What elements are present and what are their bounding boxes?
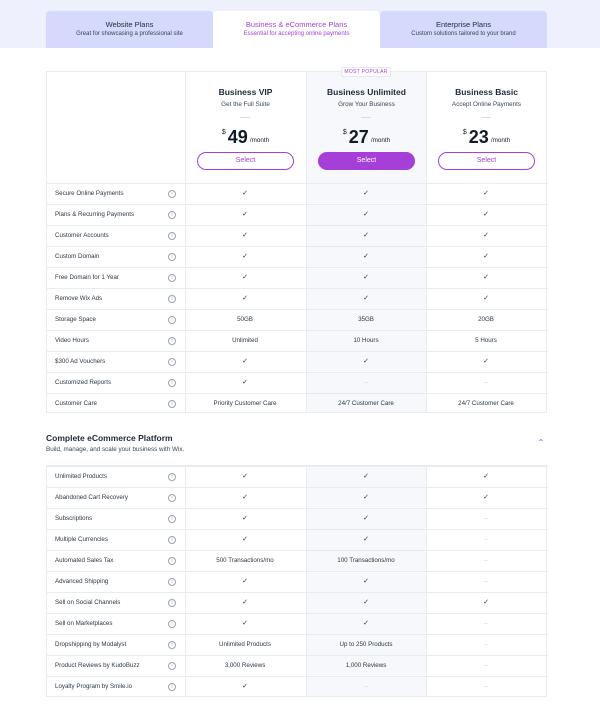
plan-card-business-unlimited [306, 69, 427, 183]
info-icon[interactable]: i [168, 295, 176, 303]
dash-icon: – [484, 536, 488, 543]
dash-icon: – [484, 379, 488, 386]
price-amount: 23 [468, 127, 489, 147]
check-icon: ✓ [363, 274, 369, 281]
select-business-basic-button[interactable]: Select [438, 152, 535, 170]
select-business-vip-button[interactable]: Select [197, 152, 294, 170]
feature-row [47, 372, 548, 393]
feature-row [47, 676, 548, 697]
dash-icon: – [364, 379, 368, 386]
feature-label: Automated Sales Tax [55, 557, 114, 564]
plans-comparison-table [46, 71, 547, 413]
check-icon: ✓ [242, 274, 248, 281]
plan-card-business-basic [426, 72, 547, 183]
check-icon: ✓ [242, 599, 248, 606]
plan-name: Business Basic [455, 87, 518, 97]
check-icon: ✓ [363, 578, 369, 585]
feature-row [47, 550, 548, 571]
dash-icon: – [484, 578, 488, 585]
feature-value: Up to 250 Products [339, 641, 393, 648]
check-icon: ✓ [242, 232, 248, 239]
info-icon[interactable]: i [168, 358, 176, 366]
info-icon[interactable]: i [168, 536, 176, 544]
feature-label: Custom Domain [55, 253, 100, 260]
tab-business-ecommerce-plans[interactable] [213, 11, 380, 48]
check-icon: ✓ [483, 358, 489, 365]
check-icon: ✓ [363, 211, 369, 218]
feature-row [47, 508, 548, 529]
most-popular-badge: MOST POPULAR [341, 67, 391, 77]
dash-icon: – [484, 515, 488, 522]
tab-enterprise-plans[interactable] [380, 11, 547, 48]
plan-divider [481, 117, 491, 118]
feature-value: Priority Customer Care [213, 400, 277, 407]
feature-value: 5 Hours [475, 337, 497, 344]
check-icon: ✓ [363, 253, 369, 260]
info-icon[interactable]: i [168, 232, 176, 240]
plan-card-business-vip [185, 72, 306, 183]
check-icon: ✓ [242, 295, 248, 302]
feature-row [47, 571, 548, 592]
info-icon[interactable]: i [168, 473, 176, 481]
feature-label: Video Hours [55, 337, 89, 344]
dash-icon: – [484, 683, 488, 690]
feature-label: Secure Online Payments [55, 190, 124, 197]
tab-title: Website Plans [105, 20, 154, 29]
feature-row [47, 655, 548, 676]
plan-name: Business Unlimited [327, 87, 406, 97]
feature-label: Free Domain for 1 Year [55, 274, 119, 281]
feature-value: 10 Hours [353, 337, 379, 344]
dash-icon: – [484, 557, 488, 564]
price-amount: 27 [348, 127, 369, 147]
check-icon: ✓ [363, 358, 369, 365]
feature-label: Subscriptions [55, 515, 93, 522]
check-icon: ✓ [483, 190, 489, 197]
info-icon[interactable]: i [168, 494, 176, 502]
check-icon: ✓ [242, 358, 248, 365]
feature-value: Unlimited [232, 337, 258, 344]
feature-row [47, 351, 548, 372]
feature-value: 35GB [358, 316, 374, 323]
plan-price [306, 127, 427, 147]
select-business-unlimited-button[interactable]: Select [318, 152, 415, 170]
feature-value: 1,000 Reviews [345, 662, 387, 669]
info-icon[interactable]: i [168, 515, 176, 523]
check-icon: ✓ [483, 232, 489, 239]
price-period: /month [490, 137, 511, 144]
feature-row [47, 330, 548, 351]
plan-tagline: Accept Online Payments [452, 101, 521, 108]
tab-website-plans[interactable] [46, 11, 213, 48]
info-icon[interactable]: i [168, 641, 176, 649]
feature-row [47, 309, 548, 330]
check-icon: ✓ [363, 599, 369, 606]
feature-value: 24/7 Customer Care [338, 400, 394, 407]
feature-value: 100 Transactions/mo [337, 557, 395, 564]
check-icon: ✓ [242, 683, 248, 690]
feature-label: Abandoned Cart Recovery [55, 494, 128, 501]
feature-label: Multiple Currencies [55, 536, 108, 543]
feature-row [47, 183, 548, 204]
feature-label: Customized Reports [55, 379, 112, 386]
dash-icon: – [484, 620, 488, 627]
info-icon[interactable]: i [168, 683, 176, 691]
tab-subtitle: Essential for accepting online payments [243, 31, 350, 37]
feature-label: Unlimited Products [55, 473, 107, 480]
check-icon: ✓ [242, 211, 248, 218]
check-icon: ✓ [242, 536, 248, 543]
feature-label: Plans & Recurring Payments [55, 211, 135, 218]
tab-subtitle: Great for showcasing a professional site [76, 31, 183, 37]
check-icon: ✓ [363, 473, 369, 480]
info-icon[interactable]: i [168, 211, 176, 219]
feature-row [47, 466, 548, 487]
price-period: /month [370, 137, 391, 144]
check-icon: ✓ [363, 494, 369, 501]
feature-label: Loyalty Program by Smile.io [55, 683, 133, 690]
price-currency: $ [462, 129, 467, 136]
check-icon: ✓ [242, 515, 248, 522]
feature-value: 3,000 Reviews [224, 662, 266, 669]
check-icon: ✓ [242, 620, 248, 627]
feature-label: Sell on Marketplaces [55, 620, 113, 627]
check-icon: ✓ [483, 473, 489, 480]
price-amount: 49 [227, 127, 248, 147]
feature-label: Customer Accounts [55, 232, 109, 239]
plan-divider [361, 117, 371, 118]
check-icon: ✓ [483, 211, 489, 218]
feature-label: Remove Wix Ads [55, 295, 103, 302]
feature-row [47, 529, 548, 550]
feature-value: 24/7 Customer Care [458, 400, 514, 407]
section-subtitle: Build, manage, and scale your business with Wix. [46, 446, 185, 453]
info-icon[interactable]: i [168, 253, 176, 261]
feature-label: Advanced Shipping [55, 578, 109, 585]
check-icon: ✓ [363, 295, 369, 302]
check-icon: ✓ [242, 578, 248, 585]
dash-icon: – [484, 641, 488, 648]
feature-value: 20GB [478, 316, 494, 323]
feature-value: 500 Transactions/mo [216, 557, 274, 564]
check-icon: ✓ [242, 379, 248, 386]
check-icon: ✓ [363, 620, 369, 627]
dash-icon: – [364, 683, 368, 690]
plan-price [426, 127, 547, 147]
feature-label: Storage Space [55, 316, 96, 323]
feature-row [47, 592, 548, 613]
price-period: /month [249, 137, 270, 144]
feature-label: Product Reviews by KudoBuzz [55, 662, 140, 669]
tab-title: Enterprise Plans [435, 20, 492, 29]
plan-divider [240, 117, 250, 118]
info-icon[interactable]: i [168, 557, 176, 565]
info-icon[interactable]: i [168, 274, 176, 282]
feature-row [47, 634, 548, 655]
plan-tagline: Get the Full Suite [221, 101, 270, 108]
check-icon: ✓ [242, 253, 248, 260]
feature-label: $300 Ad Vouchers [55, 358, 106, 365]
info-icon[interactable]: i [168, 316, 176, 324]
check-icon: ✓ [483, 253, 489, 260]
plan-tabs [46, 11, 547, 48]
info-icon[interactable]: i [168, 662, 176, 670]
tab-title: Business & eCommerce Plans [245, 20, 348, 29]
feature-row [47, 393, 548, 414]
feature-row [47, 487, 548, 508]
check-icon: ✓ [483, 494, 489, 501]
info-icon[interactable]: i [168, 400, 176, 408]
check-icon: ✓ [242, 494, 248, 501]
check-icon: ✓ [363, 536, 369, 543]
info-icon[interactable]: i [168, 578, 176, 586]
info-icon[interactable]: i [168, 599, 176, 607]
tab-subtitle: Custom solutions tailored to your brand [411, 31, 516, 37]
price-currency: $ [342, 129, 347, 136]
feature-value: Unlimited Products [219, 641, 271, 648]
check-icon: ✓ [483, 295, 489, 302]
feature-row [47, 288, 548, 309]
feature-row [47, 267, 548, 288]
feature-row [47, 246, 548, 267]
plan-tagline: Grow Your Business [338, 101, 395, 108]
check-icon: ✓ [483, 599, 489, 606]
info-icon[interactable]: i [168, 620, 176, 628]
info-icon[interactable]: i [168, 190, 176, 198]
chevron-up-icon[interactable]: ⌃ [537, 438, 545, 447]
feature-row [47, 613, 548, 634]
check-icon: ✓ [363, 190, 369, 197]
feature-label: Customer Care [55, 400, 97, 407]
plan-name: Business VIP [218, 87, 273, 97]
feature-row [47, 204, 548, 225]
dash-icon: – [484, 662, 488, 669]
info-icon[interactable]: i [168, 337, 176, 345]
price-currency: $ [221, 129, 226, 136]
section-title: Complete eCommerce Platform [46, 433, 173, 443]
info-icon[interactable]: i [168, 379, 176, 387]
check-icon: ✓ [242, 473, 248, 480]
check-icon: ✓ [242, 190, 248, 197]
feature-label: Dropshipping by Modalyst [55, 641, 127, 648]
feature-row [47, 225, 548, 246]
ecommerce-features-table [46, 465, 547, 697]
feature-label: Sell on Social Channels [55, 599, 121, 606]
check-icon: ✓ [363, 515, 369, 522]
check-icon: ✓ [483, 274, 489, 281]
check-icon: ✓ [363, 232, 369, 239]
plan-price [185, 127, 306, 147]
feature-value: 50GB [237, 316, 253, 323]
